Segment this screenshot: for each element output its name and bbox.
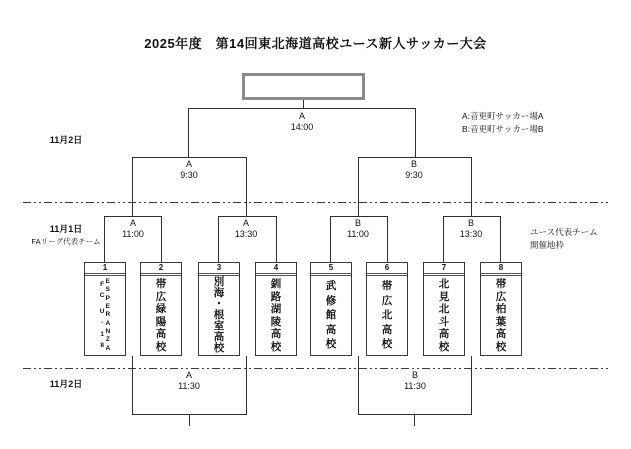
date-text: 11月2日 [49,135,83,145]
venue-letter: A [185,370,192,380]
bracket-line [132,157,133,216]
team-name [256,276,296,355]
team-seed: 4 [256,263,296,276]
match-label-qf4 [439,218,503,240]
team-seed: 3 [199,263,239,276]
bracket-line [414,414,415,426]
match-label-qf1 [101,218,165,240]
side-note-line1: ユース代表チーム [530,227,598,237]
team-seed: 2 [141,263,181,276]
team-box [255,262,297,356]
bracket-line [246,356,247,414]
team-seed: 7 [424,263,464,276]
date-text: 11月1日 [49,224,83,234]
bracket-line [443,216,444,262]
venue-letter: A [129,218,136,228]
team-name-column: 武 修 館 高 校 [325,280,337,351]
kickoff-time: 11:30 [178,381,200,391]
venue-letter: B [410,159,417,169]
venue-legend [462,110,544,135]
bracket-line [358,356,359,414]
bracket-line [161,216,162,262]
match-label-semifinal-a [157,159,221,181]
kickoff-time: 11:00 [122,229,144,239]
kickoff-time: 9:30 [180,170,198,180]
team-name [311,276,351,355]
side-note [530,226,598,252]
match-label-qf2 [214,218,278,240]
bracket-line [471,356,472,414]
team-name-column: 帯 広 北 高 校 [381,280,393,351]
bracket-line [104,216,161,217]
day-separator-top [23,202,608,203]
match-label-qf3 [326,218,390,240]
kickoff-time: 14:00 [290,122,314,132]
fa-league-note: FAリーグ代表チーム [31,237,101,246]
team-seed: 8 [481,263,521,276]
team-name [141,276,181,355]
venue-letter: B [411,370,418,380]
kickoff-time: 11:30 [404,381,426,391]
page-title: 2025年度 第14回東北海道高校ユース新人サッカー大会 [144,36,487,51]
team-name-column: 別 海 ・ 根 室 高 校 [213,276,225,355]
venue-letter: A [185,159,192,169]
team-box [310,262,352,356]
venue-letter: A [242,218,249,228]
bracket-line [218,216,276,217]
team-name [199,276,239,355]
bracket-line [246,157,247,216]
bracket-line [330,216,387,217]
team-name [481,276,521,355]
venue-letter: A [298,111,305,121]
bracket-line [358,157,471,158]
match-label-consolation-b [383,370,447,392]
side-note-line2: 開催地枠 [530,240,565,250]
match-label-consolation-a [157,370,221,392]
match-label-semifinal-b [382,159,446,181]
bracket-line [104,216,105,262]
team-seed: 5 [311,263,351,276]
bracket-line [132,157,247,158]
bracket-line [218,216,219,262]
bracket-line [276,216,277,262]
team-box [84,262,126,356]
bracket-line [188,108,189,157]
team-name-column: 帯 広 柏 葉 高 校 [495,278,507,353]
date-label-final-day [28,135,104,145]
venue-letter: B [467,218,474,228]
bracket-line [471,157,472,216]
bracket-line [358,157,359,216]
bracket-line [330,216,331,262]
date-label-consolation-day [28,379,104,389]
kickoff-time: 11:00 [347,229,369,239]
team-box [198,262,240,356]
date-label-first-day [28,224,104,247]
day-separator-bottom [23,368,608,369]
team-name-column: 釧 路 湖 陵 高 校 [270,278,282,353]
date-text: 11月2日 [49,379,83,389]
team-name [424,276,464,355]
team-name-column: F C U - 1 8 [99,280,105,349]
match-label-final [270,111,334,133]
venue-legend-a: A:音更町サッカー場A [462,111,544,121]
team-name [367,276,407,355]
champion-box [242,73,365,100]
team-box [480,262,522,356]
bracket-line [132,356,133,414]
bracket-line [303,100,304,108]
team-box [423,262,465,356]
team-name-column: 北 見 北 斗 高 校 [438,278,450,353]
bracket-line [188,108,416,109]
bracket-line [500,216,501,262]
team-box [366,262,408,356]
kickoff-time: 9:30 [405,170,423,180]
bracket-line [387,216,388,262]
team-name-column: E S P E R A N Z A [105,277,111,352]
team-seed: 6 [367,263,407,276]
bracket-line [415,108,416,157]
team-name-column: 帯 広 緑 陽 高 校 [155,278,167,353]
team-box [140,262,182,356]
venue-legend-b: B:音更町サッカー場B [462,123,544,134]
venue-letter: B [354,218,361,228]
kickoff-time: 13:30 [234,229,258,239]
bracket-line [358,414,472,415]
team-seed: 1 [85,263,125,276]
bracket-line [443,216,501,217]
kickoff-time: 13:30 [459,229,483,239]
bracket-line [189,414,190,426]
team-name [85,276,125,355]
